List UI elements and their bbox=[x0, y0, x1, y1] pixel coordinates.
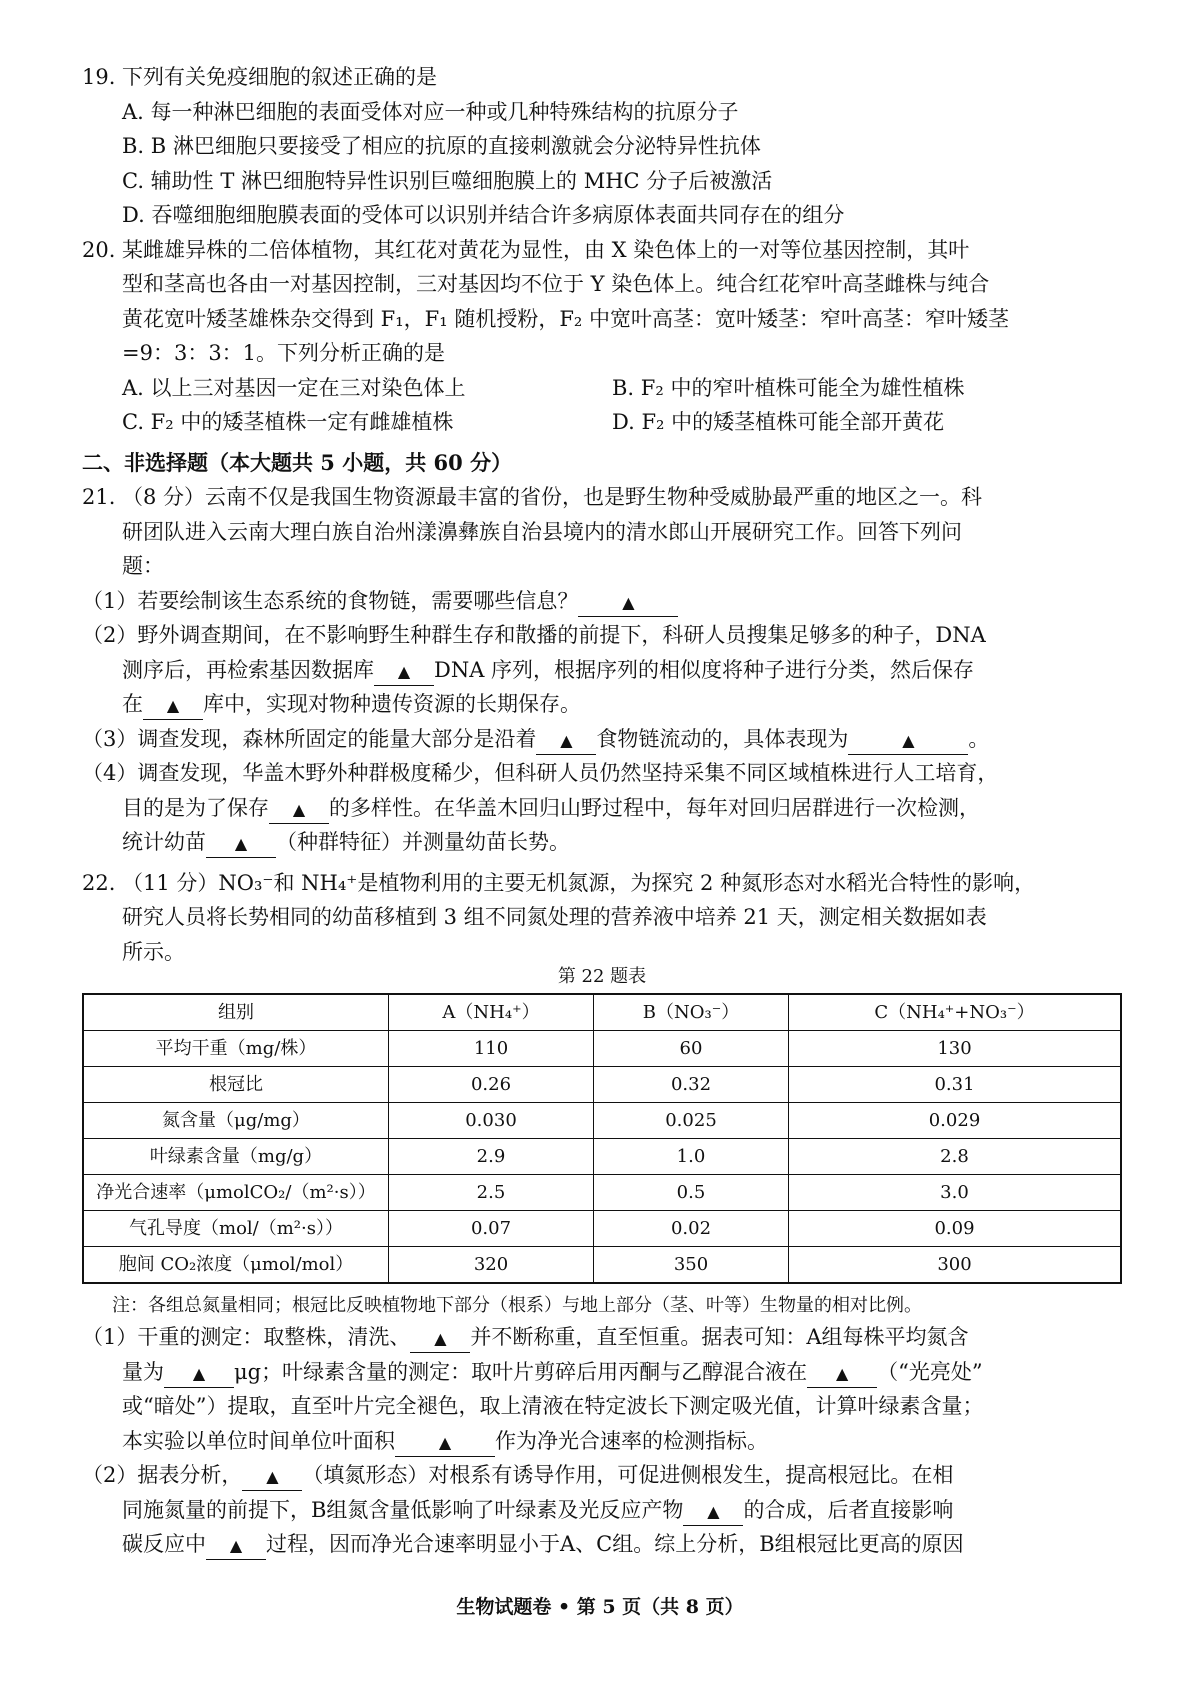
option-a: A. 以上三对基因一定在三对染色体上 bbox=[122, 375, 466, 400]
question-20 bbox=[82, 233, 1122, 440]
table-header-cell: A（NH₄⁺） bbox=[389, 994, 594, 1031]
question-stem: 下列有关免疫细胞的叙述正确的是 bbox=[122, 65, 437, 89]
table-row bbox=[83, 1211, 1121, 1247]
sub-question-3: （3）调查发现，森林所固定的能量大部分是沿着 ▲ 食物链流动的，具体表现为 ▲ 。 bbox=[82, 722, 1122, 757]
question-stem-line: 黄花宽叶矮茎雄株杂交得到 F₁，F₁ 随机授粉，F₂ 中宽叶高茎：宽叶矮茎：窄叶高茎：窄叶矮茎 bbox=[122, 306, 1009, 331]
table-caption: 第 22 题表 bbox=[557, 966, 647, 987]
table-cell: 叶绿素含量（mg/g） bbox=[83, 1139, 389, 1175]
sub-question-1: （1）干重的测定：取整株，清洗、 ▲ 并不断称重，直至恒重。据表可知：A组每株平均氮含 bbox=[82, 1320, 1122, 1355]
table-cell: 0.31 bbox=[789, 1067, 1122, 1103]
table-cell: 1.0 bbox=[594, 1139, 789, 1175]
question-stem-line: 某雌雄异株的二倍体植物，其红花对黄花为显性，由 X 染色体上的一对等位基因控制，其叶 bbox=[122, 237, 970, 262]
table-header-cell: B（NO₃⁻） bbox=[594, 994, 789, 1031]
table-cell: 3.0 bbox=[789, 1175, 1122, 1211]
answer-blank[interactable]: ▲ bbox=[536, 726, 596, 755]
question-intro-line: （8 分）云南不仅是我国生物资源最丰富的省份，也是野生物种受威胁最严重的地区之一。科 bbox=[122, 485, 983, 509]
table-cell: 0.32 bbox=[594, 1067, 789, 1103]
answer-blank[interactable]: ▲ bbox=[206, 829, 276, 858]
answer-blank[interactable]: ▲ bbox=[269, 795, 329, 824]
question-stem-line: 型和茎高也各由一对基因控制，三对基因均不位于 Y 染色体上。纯合红花窄叶高茎雌株与纯合 bbox=[122, 272, 990, 296]
table-cell: 320 bbox=[389, 1247, 594, 1284]
option-d: D. 吞噬细胞细胞膜表面的受体可以识别并结合许多病原体表面共同存在的组分 bbox=[122, 203, 845, 227]
option-b: B. B 淋巴细胞只要接受了相应的抗原的直接刺激就会分泌特异性抗体 bbox=[122, 134, 761, 158]
answer-blank[interactable]: ▲ bbox=[242, 1462, 302, 1491]
answer-blank[interactable]: ▲ bbox=[683, 1497, 743, 1526]
table-cell: 0.029 bbox=[789, 1103, 1122, 1139]
table-row bbox=[83, 1103, 1121, 1139]
table-cell: 2.8 bbox=[789, 1139, 1122, 1175]
table-cell: 0.07 bbox=[389, 1211, 594, 1247]
question-number: 21. bbox=[82, 485, 116, 509]
table-header-cell: C（NH₄⁺+NO₃⁻） bbox=[789, 994, 1122, 1031]
table-cell: 0.5 bbox=[594, 1175, 789, 1211]
section-heading: 二、非选择题（本大题共 5 小题，共 60 分） bbox=[82, 449, 513, 475]
sub-question-4: （4）调查发现，华盖木野外种群极度稀少，但科研人员仍然坚持采集不同区域植株进行人工培育， bbox=[82, 761, 999, 785]
table-row bbox=[83, 1247, 1121, 1284]
table-cell: 2.5 bbox=[389, 1175, 594, 1211]
option-b: B. F₂ 中的窄叶植株可能全为雄性植株 bbox=[612, 375, 965, 400]
question-intro-line: 研究人员将长势相同的幼苗移植到 3 组不同氮处理的营养液中培养 21 天，测定相关数据如表 bbox=[122, 905, 987, 929]
question-intro-line: 所示。 bbox=[122, 939, 185, 964]
answer-blank[interactable]: ▲ bbox=[395, 1428, 495, 1457]
table-cell: 60 bbox=[594, 1031, 789, 1067]
answer-blank[interactable]: ▲ bbox=[143, 691, 203, 720]
exam-page bbox=[82, 60, 1122, 1562]
table-cell: 130 bbox=[789, 1031, 1122, 1067]
table-cell: 胞间 CO₂浓度（μmol/mol） bbox=[83, 1247, 389, 1284]
table-cell: 气孔导度（mol/（m²·s）） bbox=[83, 1211, 389, 1247]
table-cell: 0.09 bbox=[789, 1211, 1122, 1247]
answer-blank[interactable]: ▲ bbox=[206, 1531, 266, 1560]
question-intro-line: （11 分）NO₃⁻和 NH₄⁺是植物利用的主要无机氮源，为探究 2 种氮形态对水稻光合特性的影响， bbox=[122, 870, 1036, 895]
table-cell: 2.9 bbox=[389, 1139, 594, 1175]
question-22: 22. （11 分）NO₃⁻和 NH₄⁺是植物利用的主要无机氮源，为探究 2 种氮形态对水稻光合特性的影响， 研究人员将长势相同的幼苗移植到 3 组不同氮处理的营养液中培养 21 天，测定相关数据如表 所示。 第 22 题表 组别 A（NH₄⁺） B（NO₃⁻） C（NH₄⁺+NO₃⁻） 平均干重（mg/株） 110 60 130 根冠比 0.26 0.32 0.31 氮含量（μg/mg） 0.030 0.025 0.029 叶绿素含量（mg/g） 2.9 1.0 2.8 净光合速率（μmolCO₂/（m²·s）） 2.5 0.5 3.0 气孔导度（mol/（m²·s）） 0.07 0.02 0.09 胞间 CO₂浓度（μmol/mol） 320 350 300 注：各组总氮量相同；根冠比反映植物地下部分（根系）与地上部分（茎、叶等）生物量的相对比例。 （1）干重的测定：取整株，清洗、 ▲ 并不断称重，直至恒重。据表可知：A组每株平均氮含 量为 ▲ μg；叶绿素含量的测定：取叶片剪碎后用丙酮与乙醇混合液在 ▲ （“光亮处” 或“暗处”）提取，直至叶片完全褪色，取上清液在特定波长下测定吸光值，计算叶绿素含量； 本实验以单位时间单位叶面积 ▲ 作为净光合速率的检测指标。 （2）据表分析， ▲ （填氮形态）对根系有诱导作用，可促进侧根发生，提高根冠比。在相 同施氮量的前提下，B组氮含量低影响了叶绿素及光反应产物 ▲ 的合成，后者直接影响 碳反应中 ▲ 过程，因而净光合速率明显小于A、C组。综上分析，B组根冠比更高的原因 bbox=[82, 866, 1122, 1562]
question-number: 20. bbox=[82, 237, 116, 262]
table-row bbox=[83, 1067, 1121, 1103]
table-row bbox=[83, 1139, 1121, 1175]
option-c: C. F₂ 中的矮茎植株一定有雌雄植株 bbox=[122, 410, 454, 434]
answer-blank[interactable]: ▲ bbox=[848, 726, 968, 755]
table-cell: 0.26 bbox=[389, 1067, 594, 1103]
question-number: 22. bbox=[82, 870, 116, 895]
sub-question-1: （1）若要绘制该生态系统的食物链，需要哪些信息？ ▲ bbox=[82, 584, 1122, 619]
question-19 bbox=[82, 60, 1122, 233]
table-row bbox=[83, 1031, 1121, 1067]
answer-blank[interactable]: ▲ bbox=[578, 588, 678, 617]
sub-question-2: （2）据表分析， ▲ （填氮形态）对根系有诱导作用，可促进侧根发生，提高根冠比。在相 bbox=[82, 1458, 1122, 1493]
table-cell: 根冠比 bbox=[83, 1067, 389, 1103]
option-d: D. F₂ 中的矮茎植株可能全部开黄花 bbox=[612, 410, 945, 434]
table-cell: 净光合速率（μmolCO₂/（m²·s）） bbox=[83, 1175, 389, 1211]
table-cell: 110 bbox=[389, 1031, 594, 1067]
table-cell: 0.025 bbox=[594, 1103, 789, 1139]
table-cell: 0.02 bbox=[594, 1211, 789, 1247]
table-cell: 平均干重（mg/株） bbox=[83, 1031, 389, 1067]
table-header-cell: 组别 bbox=[83, 994, 389, 1031]
question-number: 19. bbox=[82, 65, 116, 89]
sub-question-2: （2）野外调查期间，在不影响野生种群生存和散播的前提下，科研人员搜集足够多的种子，DNA bbox=[82, 623, 986, 647]
table-cell: 氮含量（μg/mg） bbox=[83, 1103, 389, 1139]
option-c: C. 辅助性 T 淋巴细胞特异性识别巨噬细胞膜上的 MHC 分子后被激活 bbox=[122, 168, 773, 193]
answer-blank[interactable]: ▲ bbox=[374, 657, 434, 686]
table-header-row bbox=[83, 994, 1121, 1031]
data-table bbox=[82, 993, 1122, 1284]
answer-blank[interactable]: ▲ bbox=[410, 1324, 470, 1353]
table-cell: 300 bbox=[789, 1247, 1122, 1284]
table-cell: 0.030 bbox=[389, 1103, 594, 1139]
table-row bbox=[83, 1175, 1121, 1211]
question-stem-line: =9：3：3：1。下列分析正确的是 bbox=[122, 341, 446, 365]
option-a: A. 每一种淋巴细胞的表面受体对应一种或几种特殊结构的抗原分子 bbox=[122, 99, 739, 124]
page-footer: 生物试题卷 • 第 5 页（共 8 页） bbox=[456, 1596, 744, 1618]
table-cell: 350 bbox=[594, 1247, 789, 1284]
answer-blank[interactable]: ▲ bbox=[807, 1359, 877, 1388]
answer-blank[interactable]: ▲ bbox=[164, 1359, 234, 1388]
question-intro-line: 题： bbox=[122, 554, 164, 578]
question-intro-line: 研团队进入云南大理白族自治州漾濞彝族自治县境内的清水郎山开展研究工作。回答下列问 bbox=[122, 519, 962, 544]
question-21: 21. （8 分）云南不仅是我国生物资源最丰富的省份，也是野生物种受威胁最严重的地区之一。科 研团队进入云南大理白族自治州漾濞彝族自治县境内的清水郎山开展研究工作。回答下列问 题： （1）若要绘制该生态系统的食物链，需要哪些信息？ ▲ （2）野外调查期间，在不影响野生种群生存和散播的前提下，科研人员搜集足够多的种子，DNA 测序后，再检索基因数据库 ▲ DNA 序列，根据序列的相似度将种子进行分类，然后保存 在 ▲ 库中，实现对物种遗传资源的长期保存。 （3）调查发现，森林所固定的能量大部分是沿着 ▲ 食物链流动的，具体表现为 ▲ 。 （4）调查发现，华盖木野外种群极度稀少，但科研人员仍然坚持采集不同区域植株进行人工培育， 目的是为了保存 ▲ 的多样性。在华盖木回归山野过程中，每年对回归居群进行一次检测， 统计幼苗 ▲ （种群特征）并测量幼苗长势。 bbox=[82, 480, 1122, 860]
table-note: 注：各组总氮量相同；根冠比反映植物地下部分（根系）与地上部分（茎、叶等）生物量的相对比例。 bbox=[112, 1295, 922, 1316]
